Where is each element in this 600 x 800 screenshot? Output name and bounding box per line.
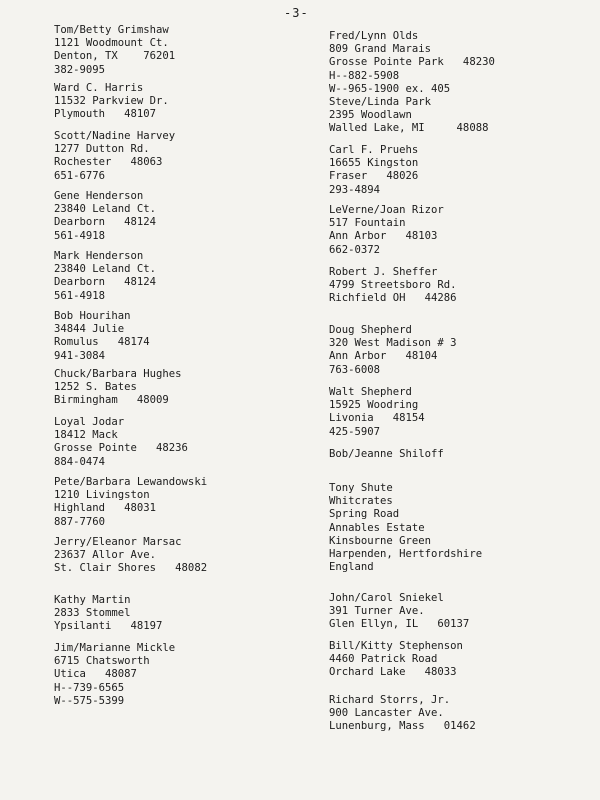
entry-line: Livonia 48154 — [329, 412, 425, 425]
entry-line: Utica 48087 — [54, 668, 137, 681]
entry-line: Ann Arbor 48103 — [329, 230, 438, 243]
entry-line: 662-0372 — [329, 243, 381, 256]
entry-line: Lunenburg, Mass 01462 — [329, 720, 476, 733]
entry-line: Denton, TX 76201 — [54, 50, 176, 63]
entry-line: 561-4918 — [54, 229, 106, 242]
entry-name: Scott/Nadine Harvey — [54, 130, 176, 142]
entry-line: H--882-5908 — [329, 69, 400, 82]
entry-line: 293-4894 — [329, 183, 381, 196]
directory-entry — [54, 594, 162, 634]
entry-name: Gene Henderson — [54, 190, 144, 202]
entry-line: 425-5907 — [329, 425, 381, 438]
entry-line: 763-6008 — [329, 363, 381, 376]
entry-line: Highland 48031 — [54, 502, 157, 515]
directory-entry — [54, 416, 188, 469]
entry-name: Robert J. Sheffer — [329, 266, 438, 278]
entry-line: 561-4918 — [54, 289, 106, 302]
entry-line: H--739-6565 — [54, 681, 125, 694]
entry-line: Ypsilanti 48197 — [54, 620, 163, 633]
entry-line: Annables Estate — [329, 521, 425, 534]
entry-name: Bill/Kitty Stephenson — [329, 640, 463, 652]
entry-line: Grosse Pointe 48236 — [54, 442, 188, 455]
entry-name: Ward C. Harris — [54, 82, 144, 94]
entry-name: Bob Hourihan — [54, 310, 131, 322]
entry-line: Fraser 48026 — [329, 170, 419, 183]
entry-line: 900 Lancaster Ave. — [329, 707, 444, 720]
entry-name: Walt Shepherd — [329, 386, 412, 398]
entry-line: 16655 Kingston — [329, 157, 419, 170]
entry-line: 4460 Patrick Road — [329, 653, 438, 666]
entry-name: Pete/Barbara Lewandowski — [54, 476, 208, 488]
entry-line: Dearborn 48124 — [54, 216, 157, 229]
directory-entry — [329, 386, 425, 439]
entry-line: W--965-1900 ex. 405 — [329, 82, 451, 95]
directory-entry — [329, 592, 469, 632]
directory-entry — [54, 476, 207, 529]
entry-line: 23637 Allor Ave. — [54, 549, 157, 562]
entry-line: Romulus 48174 — [54, 336, 150, 349]
entry-name: Bob/Jeanne Shiloff — [329, 448, 444, 460]
entry-line: Ann Arbor 48104 — [329, 350, 438, 363]
directory-entry — [54, 130, 175, 183]
entry-line: England — [329, 561, 374, 574]
directory-entry — [54, 642, 175, 708]
entry-line: Spring Road — [329, 508, 400, 521]
entry-line: Rochester 48063 — [54, 156, 163, 169]
entry-line: 34844 Julie — [54, 323, 125, 336]
entry-line: 391 Turner Ave. — [329, 605, 425, 618]
directory-entry — [54, 536, 207, 576]
entry-name: Kathy Martin — [54, 594, 131, 606]
page-number: -3- — [284, 6, 309, 20]
entry-line: 809 Grand Marais — [329, 43, 432, 56]
entry-name: Carl F. Pruehs — [329, 144, 419, 156]
directory-entry — [329, 96, 488, 136]
directory-entry — [329, 448, 444, 461]
directory-entry — [329, 30, 495, 96]
entry-line: 320 West Madison # 3 — [329, 337, 457, 350]
entry-line: W--575-5399 — [54, 694, 125, 707]
entry-line: 382-9095 — [54, 63, 106, 76]
entry-name: Fred/Lynn Olds — [329, 30, 419, 42]
entry-line: 1210 Livingston — [54, 489, 150, 502]
entry-name: Richard Storrs, Jr. — [329, 694, 451, 706]
entry-line: 941-3084 — [54, 349, 106, 362]
directory-entry — [54, 310, 150, 363]
directory-entry — [54, 190, 156, 243]
entry-line: Birmingham 48009 — [54, 394, 169, 407]
directory-entry — [329, 694, 476, 734]
entry-line: 15925 Woodring — [329, 399, 419, 412]
entry-line: 887-7760 — [54, 515, 106, 528]
entry-line: 1277 Dutton Rd. — [54, 143, 150, 156]
entry-line: St. Clair Shores 48082 — [54, 562, 208, 575]
entry-line: 1121 Woodmount Ct. — [54, 37, 169, 50]
directory-entry — [54, 24, 175, 77]
entry-line: Walled Lake, MI 48088 — [329, 122, 489, 135]
entry-name: Mark Henderson — [54, 250, 144, 262]
directory-entry — [329, 144, 418, 197]
entry-name: Chuck/Barbara Hughes — [54, 368, 182, 380]
entry-line: 11532 Parkview Dr. — [54, 95, 169, 108]
entry-line: Orchard Lake 48033 — [329, 666, 457, 679]
entry-line: 1252 S. Bates — [54, 381, 137, 394]
directory-entry — [329, 482, 482, 574]
entry-line: 2833 Stommel — [54, 607, 131, 620]
entry-line: Plymouth 48107 — [54, 108, 157, 121]
entry-line: Richfield OH 44286 — [329, 292, 457, 305]
entry-line: 6715 Chatsworth — [54, 655, 150, 668]
directory-entry — [329, 640, 463, 680]
entry-line: 23840 Leland Ct. — [54, 263, 157, 276]
entry-line: 651-6776 — [54, 169, 106, 182]
entry-line: 18412 Mack — [54, 429, 118, 442]
entry-name: Doug Shepherd — [329, 324, 412, 336]
entry-name: Jim/Marianne Mickle — [54, 642, 176, 654]
directory-entry — [54, 368, 182, 408]
entry-line: Whitcrates — [329, 495, 393, 508]
entry-line: 517 Fountain — [329, 217, 406, 230]
entry-name: John/Carol Sniekel — [329, 592, 444, 604]
entry-line: 884-0474 — [54, 455, 106, 468]
entry-line: Harpenden, Hertfordshire — [329, 548, 483, 561]
entry-name: Loyal Jodar — [54, 416, 125, 428]
entry-name: Tony Shute — [329, 482, 393, 494]
entry-name: Tom/Betty Grimshaw — [54, 24, 169, 36]
directory-entry — [329, 204, 444, 257]
entry-line: Glen Ellyn, IL 60137 — [329, 618, 470, 631]
entry-name: Jerry/Eleanor Marsac — [54, 536, 182, 548]
entry-line: Dearborn 48124 — [54, 276, 157, 289]
entry-line: 2395 Woodlawn — [329, 109, 412, 122]
directory-entry — [54, 82, 169, 122]
entry-line: 23840 Leland Ct. — [54, 203, 157, 216]
entry-name: Steve/Linda Park — [329, 96, 432, 108]
entry-line: Grosse Pointe Park 48230 — [329, 56, 495, 69]
entry-name: LeVerne/Joan Rizor — [329, 204, 444, 216]
entry-line: 4799 Streetsboro Rd. — [329, 279, 457, 292]
entry-line: Kinsbourne Green — [329, 534, 432, 547]
directory-entry — [329, 324, 457, 377]
directory-entry — [329, 266, 457, 306]
directory-entry — [54, 250, 156, 303]
